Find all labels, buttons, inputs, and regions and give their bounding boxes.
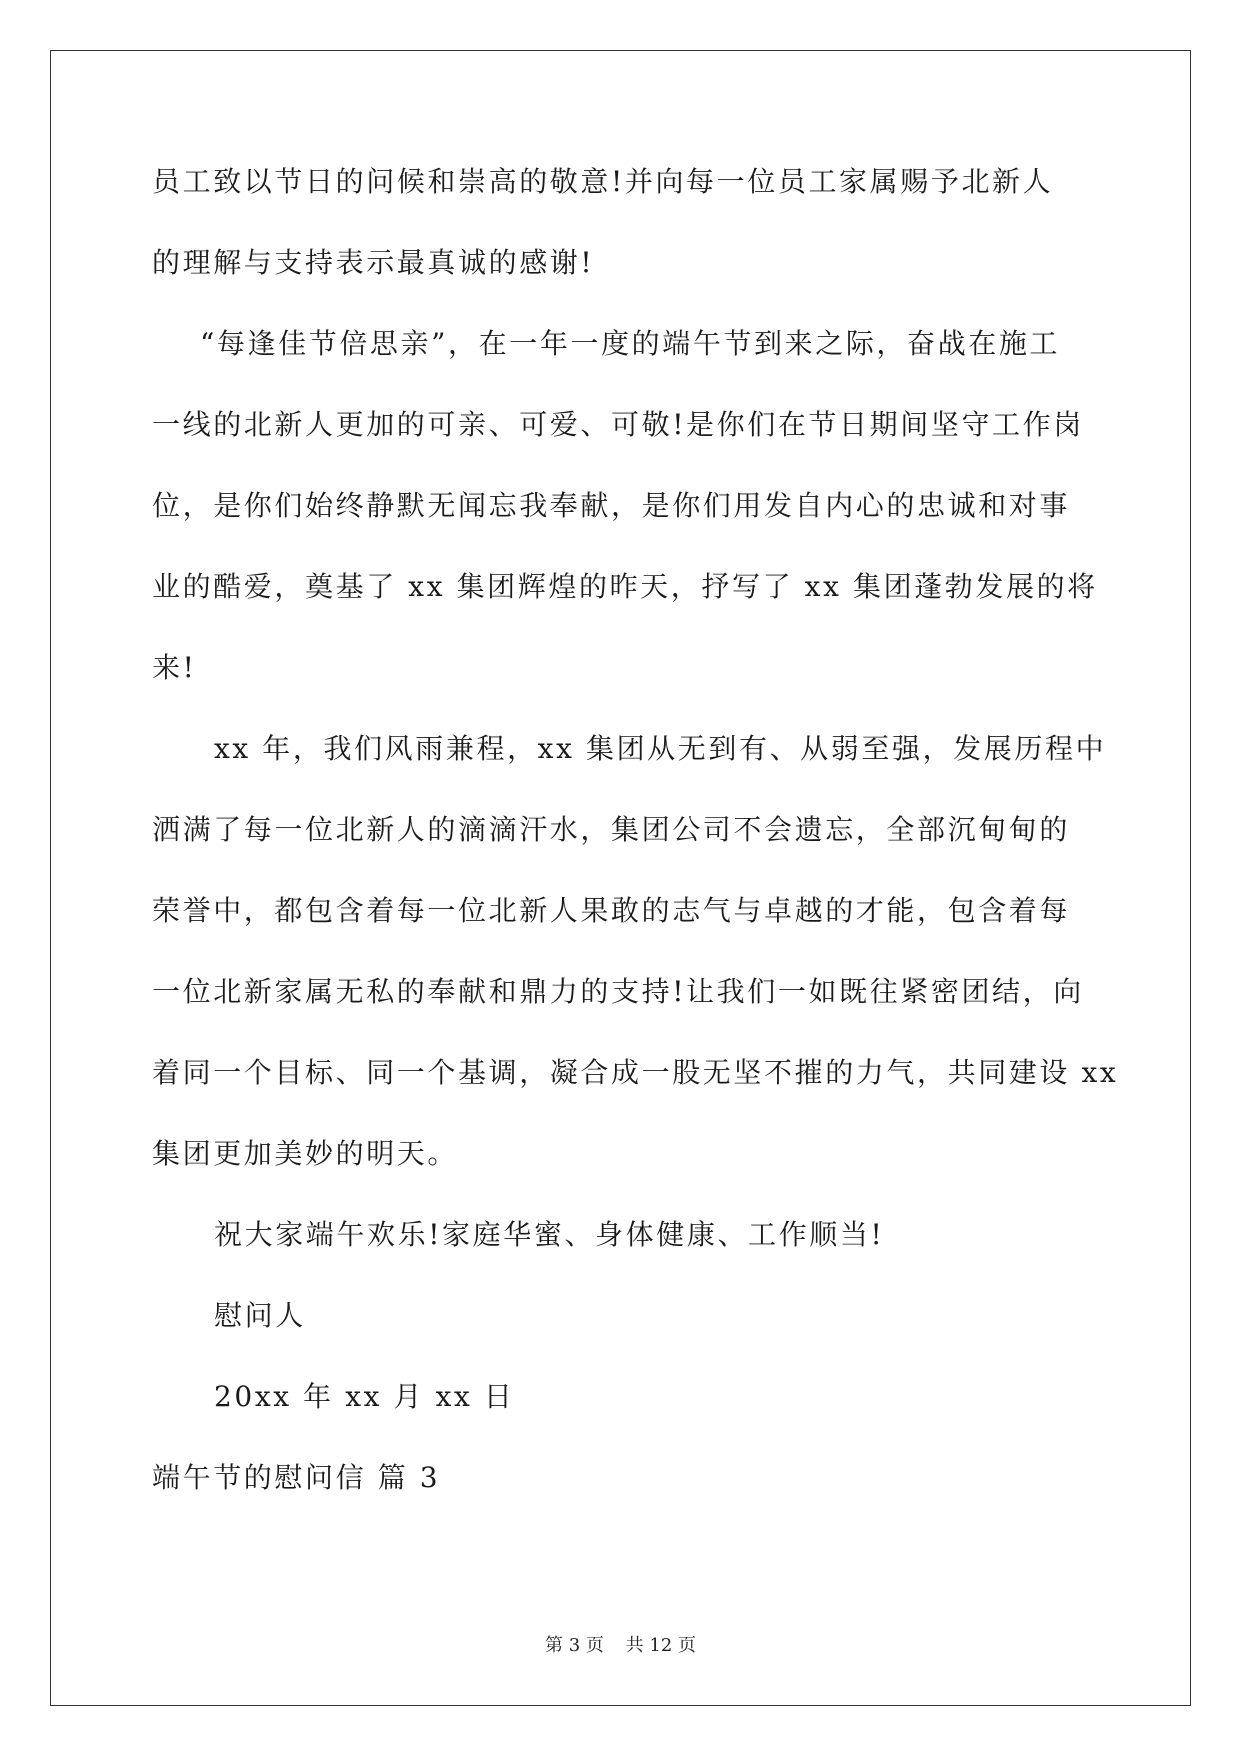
page-footer [0, 1631, 1241, 1657]
paragraph-line: 来! [152, 651, 197, 684]
date-line: 20xx 年 xx 月 xx 日 [214, 1380, 515, 1413]
paragraph-line: 荣誉中，都包含着每一位北新人果敢的志气与卓越的才能，包含着每 [152, 894, 1071, 927]
page-number: 第 3 页 [545, 1635, 604, 1656]
paragraph-line: 位，是你们始终静默无闻忘我奉献，是你们用发自内心的忠诚和对事 [152, 489, 1071, 522]
paragraph-line: 着同一个目标、同一个基调，凝合成一股无坚不摧的力气，共同建设 xx [152, 1056, 1119, 1089]
paragraph-line: 的理解与支持表示最真诚的感谢! [152, 246, 595, 279]
section-heading: 端午节的慰问信 篇 3 [152, 1461, 441, 1494]
paragraph-line: 集团更加美妙的明天。 [152, 1137, 459, 1170]
paragraph-line: 一位北新家属无私的奉献和鼎力的支持!让我们一如既往紧密团结，向 [152, 975, 1084, 1008]
paragraph-line: “每逢佳节倍思亲”，在一年一度的端午节到来之际，奋战在施工 [200, 327, 1061, 360]
paragraph-line: xx 年，我们风雨兼程，xx 集团从无到有、从弱至强，发展历程中 [214, 732, 1107, 765]
page-total: 共 12 页 [625, 1635, 696, 1656]
paragraph-line: 员工致以节日的问候和崇高的敬意!并向每一位员工家属赐予北新人 [152, 165, 1054, 198]
paragraph-line: 洒满了每一位北新人的滴滴汗水，集团公司不会遗忘，全部沉甸甸的 [152, 813, 1071, 846]
paragraph-line: 一线的北新人更加的可亲、可爱、可敬!是你们在节日期间坚守工作岗 [152, 408, 1084, 441]
document-body [152, 162, 1119, 1539]
greeting-line: 祝大家端午欢乐!家庭华蜜、身体健康、工作顺当! [214, 1218, 885, 1251]
signature-line: 慰问人 [214, 1299, 306, 1332]
paragraph-line: 业的酷爱，奠基了 xx 集团辉煌的昨天，抒写了 xx 集团蓬勃发展的将 [152, 570, 1098, 603]
